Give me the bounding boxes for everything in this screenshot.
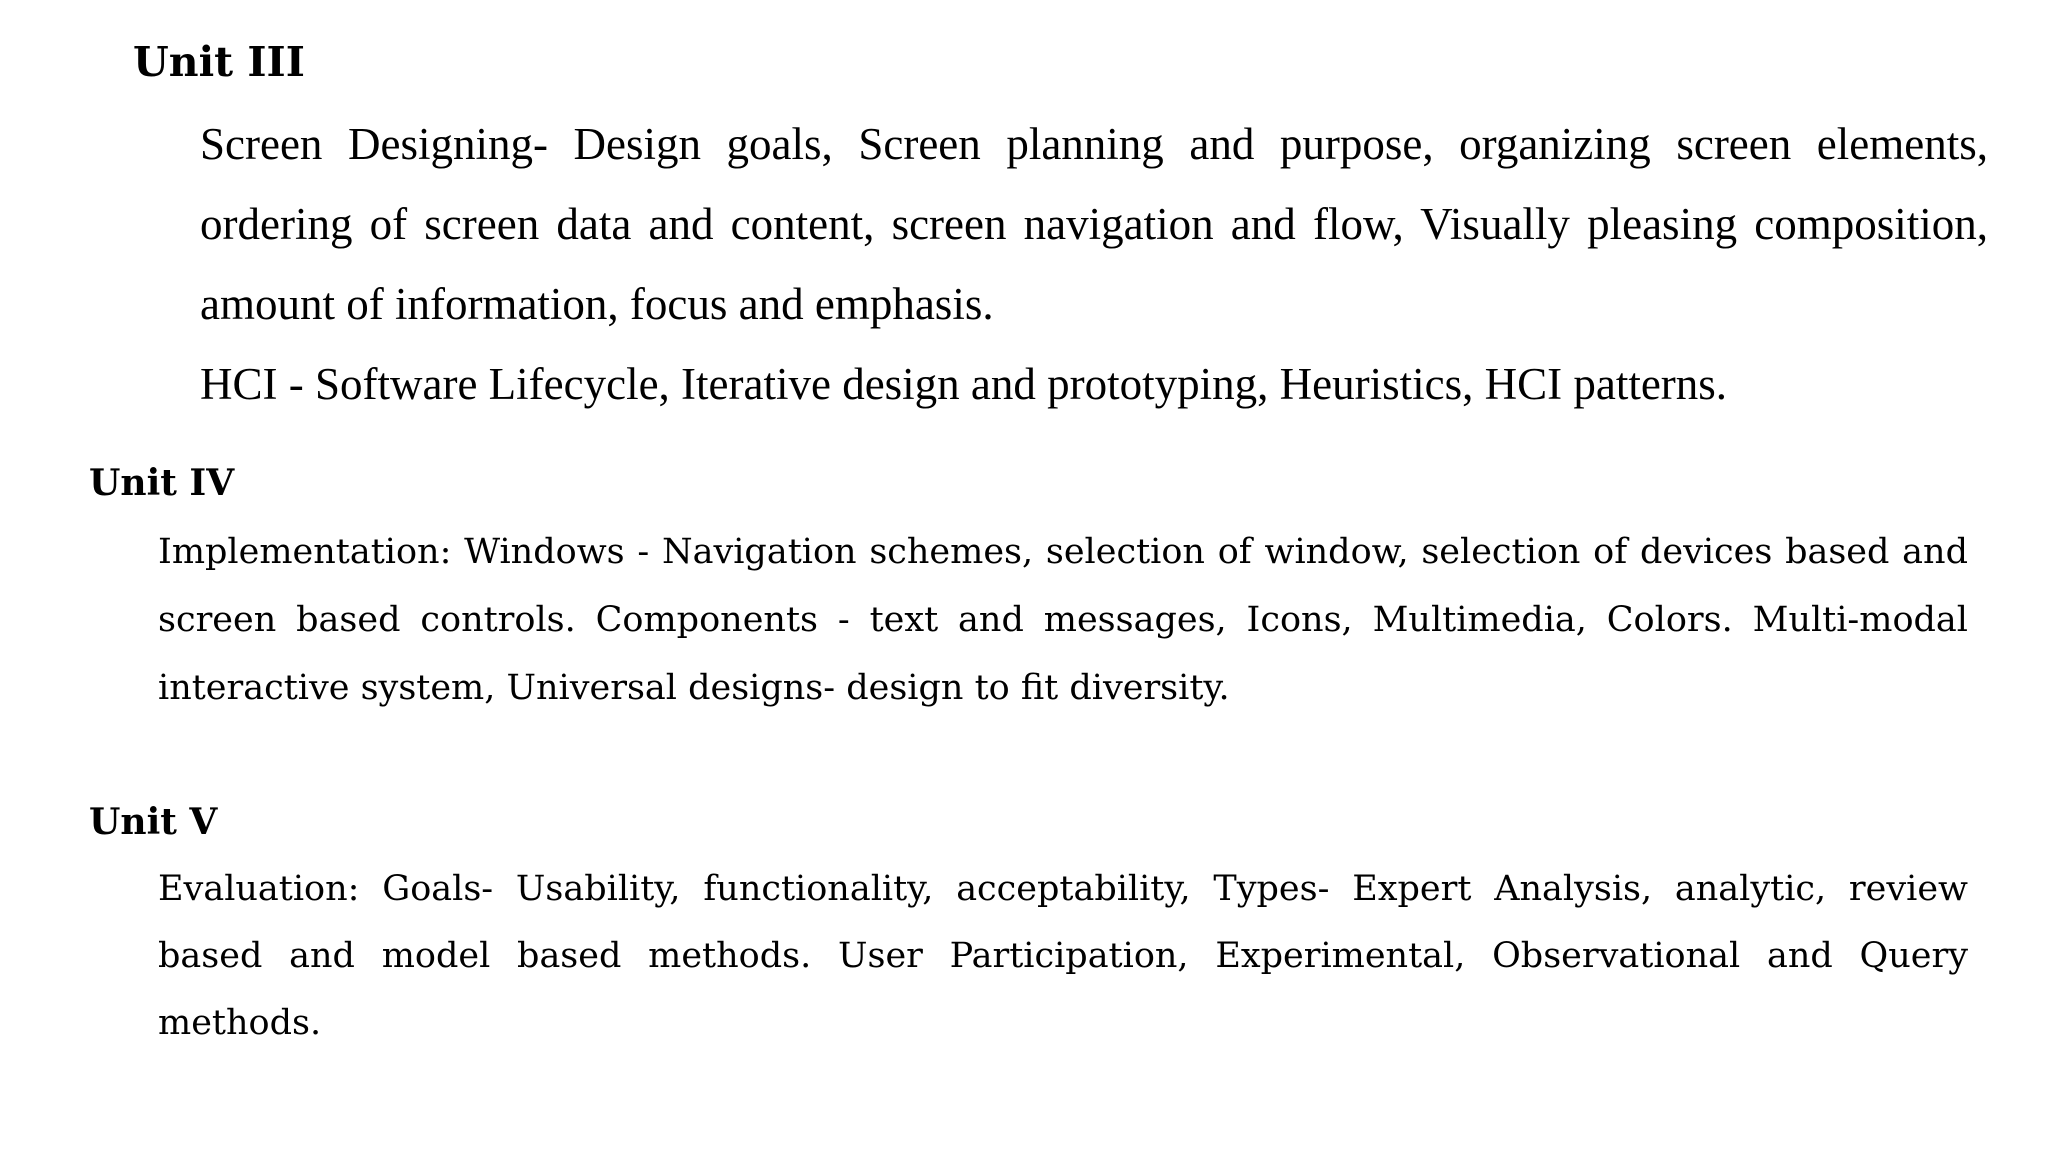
unit-4-paragraph-implementation: Implementation: Windows - Navigation schemes, selection of window, selection of devices based and screen based controls. Components - text and messages, Icons, Multimedia, Colors. Multi-modal interactive system, Universal designs- design to fit diversity. [158,532,1968,708]
unit-5-heading: Unit V [89,801,218,843]
unit-5-content [158,856,1968,1057]
unit-4-heading: Unit IV [89,462,235,504]
unit-3-content [200,104,1988,424]
unit-4-content [158,518,1968,722]
unit-3-heading: Unit III [133,38,305,86]
unit-3-paragraph-hci: HCI - Software Lifecycle, Iterative design and prototyping, Heuristics, HCI patterns. [200,359,1728,409]
unit-5-paragraph-evaluation: Evaluation: Goals- Usability, functionality, acceptability, Types- Expert Analysis, analytic, review based and model based methods. User Participation, Experimental, Observational and Query methods. [158,869,1968,1043]
unit-3-paragraph-screen-designing: Screen Designing- Design goals, Screen planning and purpose, organizing screen elements, ordering of screen data and content, screen navigation and flow, Visually pleasing composition, amount of information, focus and emphasis. [200,119,1988,329]
